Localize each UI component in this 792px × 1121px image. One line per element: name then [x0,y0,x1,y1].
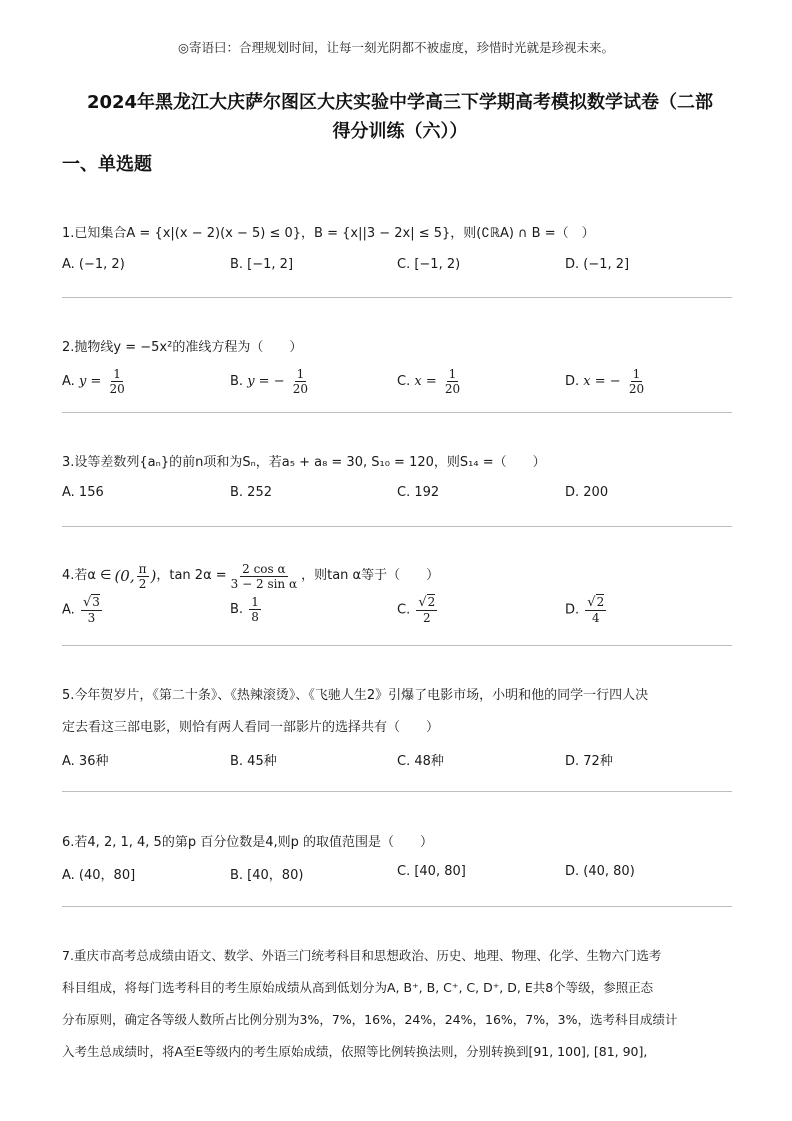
fraction [107,367,126,396]
question-5-stem-line-2: 定去看这三部电影，则恰有两人看同一部影片的选择共有（ ） [62,720,440,735]
option-label: D. [565,374,580,389]
divider [62,645,732,646]
option-label: C. [397,602,411,618]
question-7-stem [62,940,742,1068]
radicand: 2 [596,595,605,609]
option-lhs: y = − [247,374,285,389]
option-lhs: x = − [583,374,621,389]
exam-title [50,88,750,146]
question-3-option-d[interactable]: D. 200 [565,485,609,500]
option-lhs: y = [78,374,102,389]
question-7-line-2: 科目组成，将每门选考科目的考生原始成绩从高到低划分为A, B⁺, B, C⁺, C, D⁺, D, E共8个等级，参照正态 [62,980,654,995]
question-4-stem [62,558,742,594]
question-4-option-c[interactable] [397,595,439,625]
question-3-options [62,485,742,509]
question-6-stem: 6.若4, 2, 1, 4, 5的第p 百分位数是4,则p 的取值范围是（ ） [62,835,433,850]
divider [62,297,732,298]
question-3-stem: 3.设等差数列{aₙ}的前n项和为Sₙ，若a₅ + a₈ = 30, S₁₀ = 120，则S₁₄ =（ ） [62,455,546,470]
question-1-stem: 1.已知集合A = {x|(x − 2)(x − 5) ≤ 0}，B = {x||3 − 2x| ≤ 5}，则(∁ℝA) ∩ B =（ ） [62,226,595,241]
pi-over-two [137,562,149,591]
question-2-option-c[interactable] [397,367,464,396]
question-5-options [62,750,742,774]
option-label: B. [230,602,244,617]
question-4-stem-start: 4.若α ∈ [62,568,112,583]
question-6-option-a[interactable]: A. (40，80] [62,868,136,883]
question-5-option-a[interactable]: A. 36种 [62,754,109,769]
question-3-option-c[interactable]: C. 192 [397,485,440,500]
question-4-options [62,595,742,631]
fraction-numerator: 1 [296,367,305,381]
question-2-option-b[interactable] [230,367,312,396]
divider [62,791,732,792]
question-7-line-4: 入考生总成绩时，将A至E等级内的考生原始成绩，依照等比例转换法则，分别转换到[91, 100], [81, 90], [62,1044,648,1059]
fraction-denominator: 2 [423,611,431,625]
question-2-option-a[interactable] [62,367,129,396]
question-7-line-3: 分布原则，确定各等级人数所占比例分别为3%，7%，16%，24%，24%，16%，7%，3%，选考科目成绩计 [62,1012,678,1027]
radical-icon: √ [587,595,596,610]
fraction-denominator: 20 [444,382,461,396]
option-label: C. [397,374,411,389]
fraction [291,367,310,396]
question-5-stem [62,680,742,744]
interval-open: (0, [114,567,135,585]
option-label: B. [230,374,244,389]
question-4-stem-middle: ，tan 2α = [156,568,227,583]
question-1-options [62,257,742,281]
radicand: 2 [427,595,436,609]
fraction-denominator: 8 [251,610,259,624]
fraction [81,595,102,625]
tan-equation-fraction [229,562,299,591]
question-4-stem-end: ，则tan α等于（ ） [301,568,440,583]
section-heading: 一、单选题 [62,154,152,175]
fraction [443,367,462,396]
question-4-option-d[interactable] [565,595,608,625]
option-label: D. [565,602,580,618]
fraction [249,595,261,624]
question-1-option-a[interactable]: A. (−1, 2) [62,257,125,272]
option-label: A. [62,374,75,389]
fraction-denominator: 2 [138,576,147,591]
question-6-option-d[interactable]: D. (40, 80) [565,864,635,879]
question-3-option-b[interactable]: B. 252 [230,485,272,500]
exam-title-line-2: 得分训练（六）） [332,121,468,142]
question-4-option-b[interactable] [230,595,263,624]
exam-title-line-1: 2024年黑龙江大庆萨尔图区大庆实验中学高三下学期高考模拟数学试卷（二部 [86,92,714,113]
question-6-options [62,864,742,888]
fraction [416,595,437,625]
question-2-option-d[interactable] [565,367,648,396]
interval-close: ) [150,567,157,585]
question-5-option-c[interactable]: C. 48种 [397,754,444,769]
question-5-option-b[interactable]: B. 45种 [230,754,277,769]
radical-icon: √ [418,595,427,610]
fraction-numerator [416,595,437,611]
question-6-option-c[interactable]: C. [40, 80] [397,864,466,879]
question-5-stem-line-1: 5.今年贺岁片，《第二十条》、《热辣滚烫》、《飞驰人生2》引爆了电影市场，小明和他的同学一行四人决 [62,688,649,703]
question-1-option-c[interactable]: C. [−1, 2) [397,257,461,272]
radicand: 3 [92,595,100,609]
fraction-numerator: 1 [251,595,259,609]
question-7-line-1: 7.重庆市高考总成绩由语文、数学、外语三门统考科目和思想政治、历史、地理、物理、化学、生物六门选考 [62,948,662,963]
divider [62,906,732,907]
fraction-numerator: π [138,561,147,576]
question-1-option-b[interactable]: B. [−1, 2] [230,257,294,272]
option-lhs: x = [414,374,437,389]
motto-banner: ◎寄语曰：合理规划时间，让每一刻光阴都不被虚度，珍惜时光就是珍视未来。 [178,40,614,55]
divider [62,412,732,413]
fraction-denominator: 3 − 2 sin α [230,576,298,591]
fraction-numerator: 1 [632,367,641,381]
fraction-denominator: 4 [591,611,600,625]
fraction [627,367,646,396]
fraction-denominator: 20 [628,382,645,396]
fraction-denominator: 3 [87,611,96,625]
question-4-option-a[interactable] [62,595,104,625]
fraction-numerator: 1 [113,367,121,381]
fraction-numerator: 2 cos α [242,561,286,576]
fraction-denominator: 20 [292,382,309,396]
fraction-numerator: 1 [448,367,457,381]
question-2-stem: 2.抛物线y = −5x²的准线方程为（ ） [62,340,303,355]
fraction-denominator: 20 [109,382,125,396]
question-6-option-b[interactable]: B. [40，80) [230,868,304,883]
fraction-numerator [81,595,102,611]
fraction-numerator [585,595,606,611]
question-1-option-d[interactable]: D. (−1, 2] [565,257,630,272]
radical-icon: √ [82,595,92,610]
question-2-options [62,367,742,401]
question-5-option-d[interactable]: D. 72种 [565,754,613,769]
fraction [585,595,606,625]
divider [62,526,732,527]
question-3-option-a[interactable]: A. 156 [62,485,104,500]
option-label: A. [62,602,75,618]
